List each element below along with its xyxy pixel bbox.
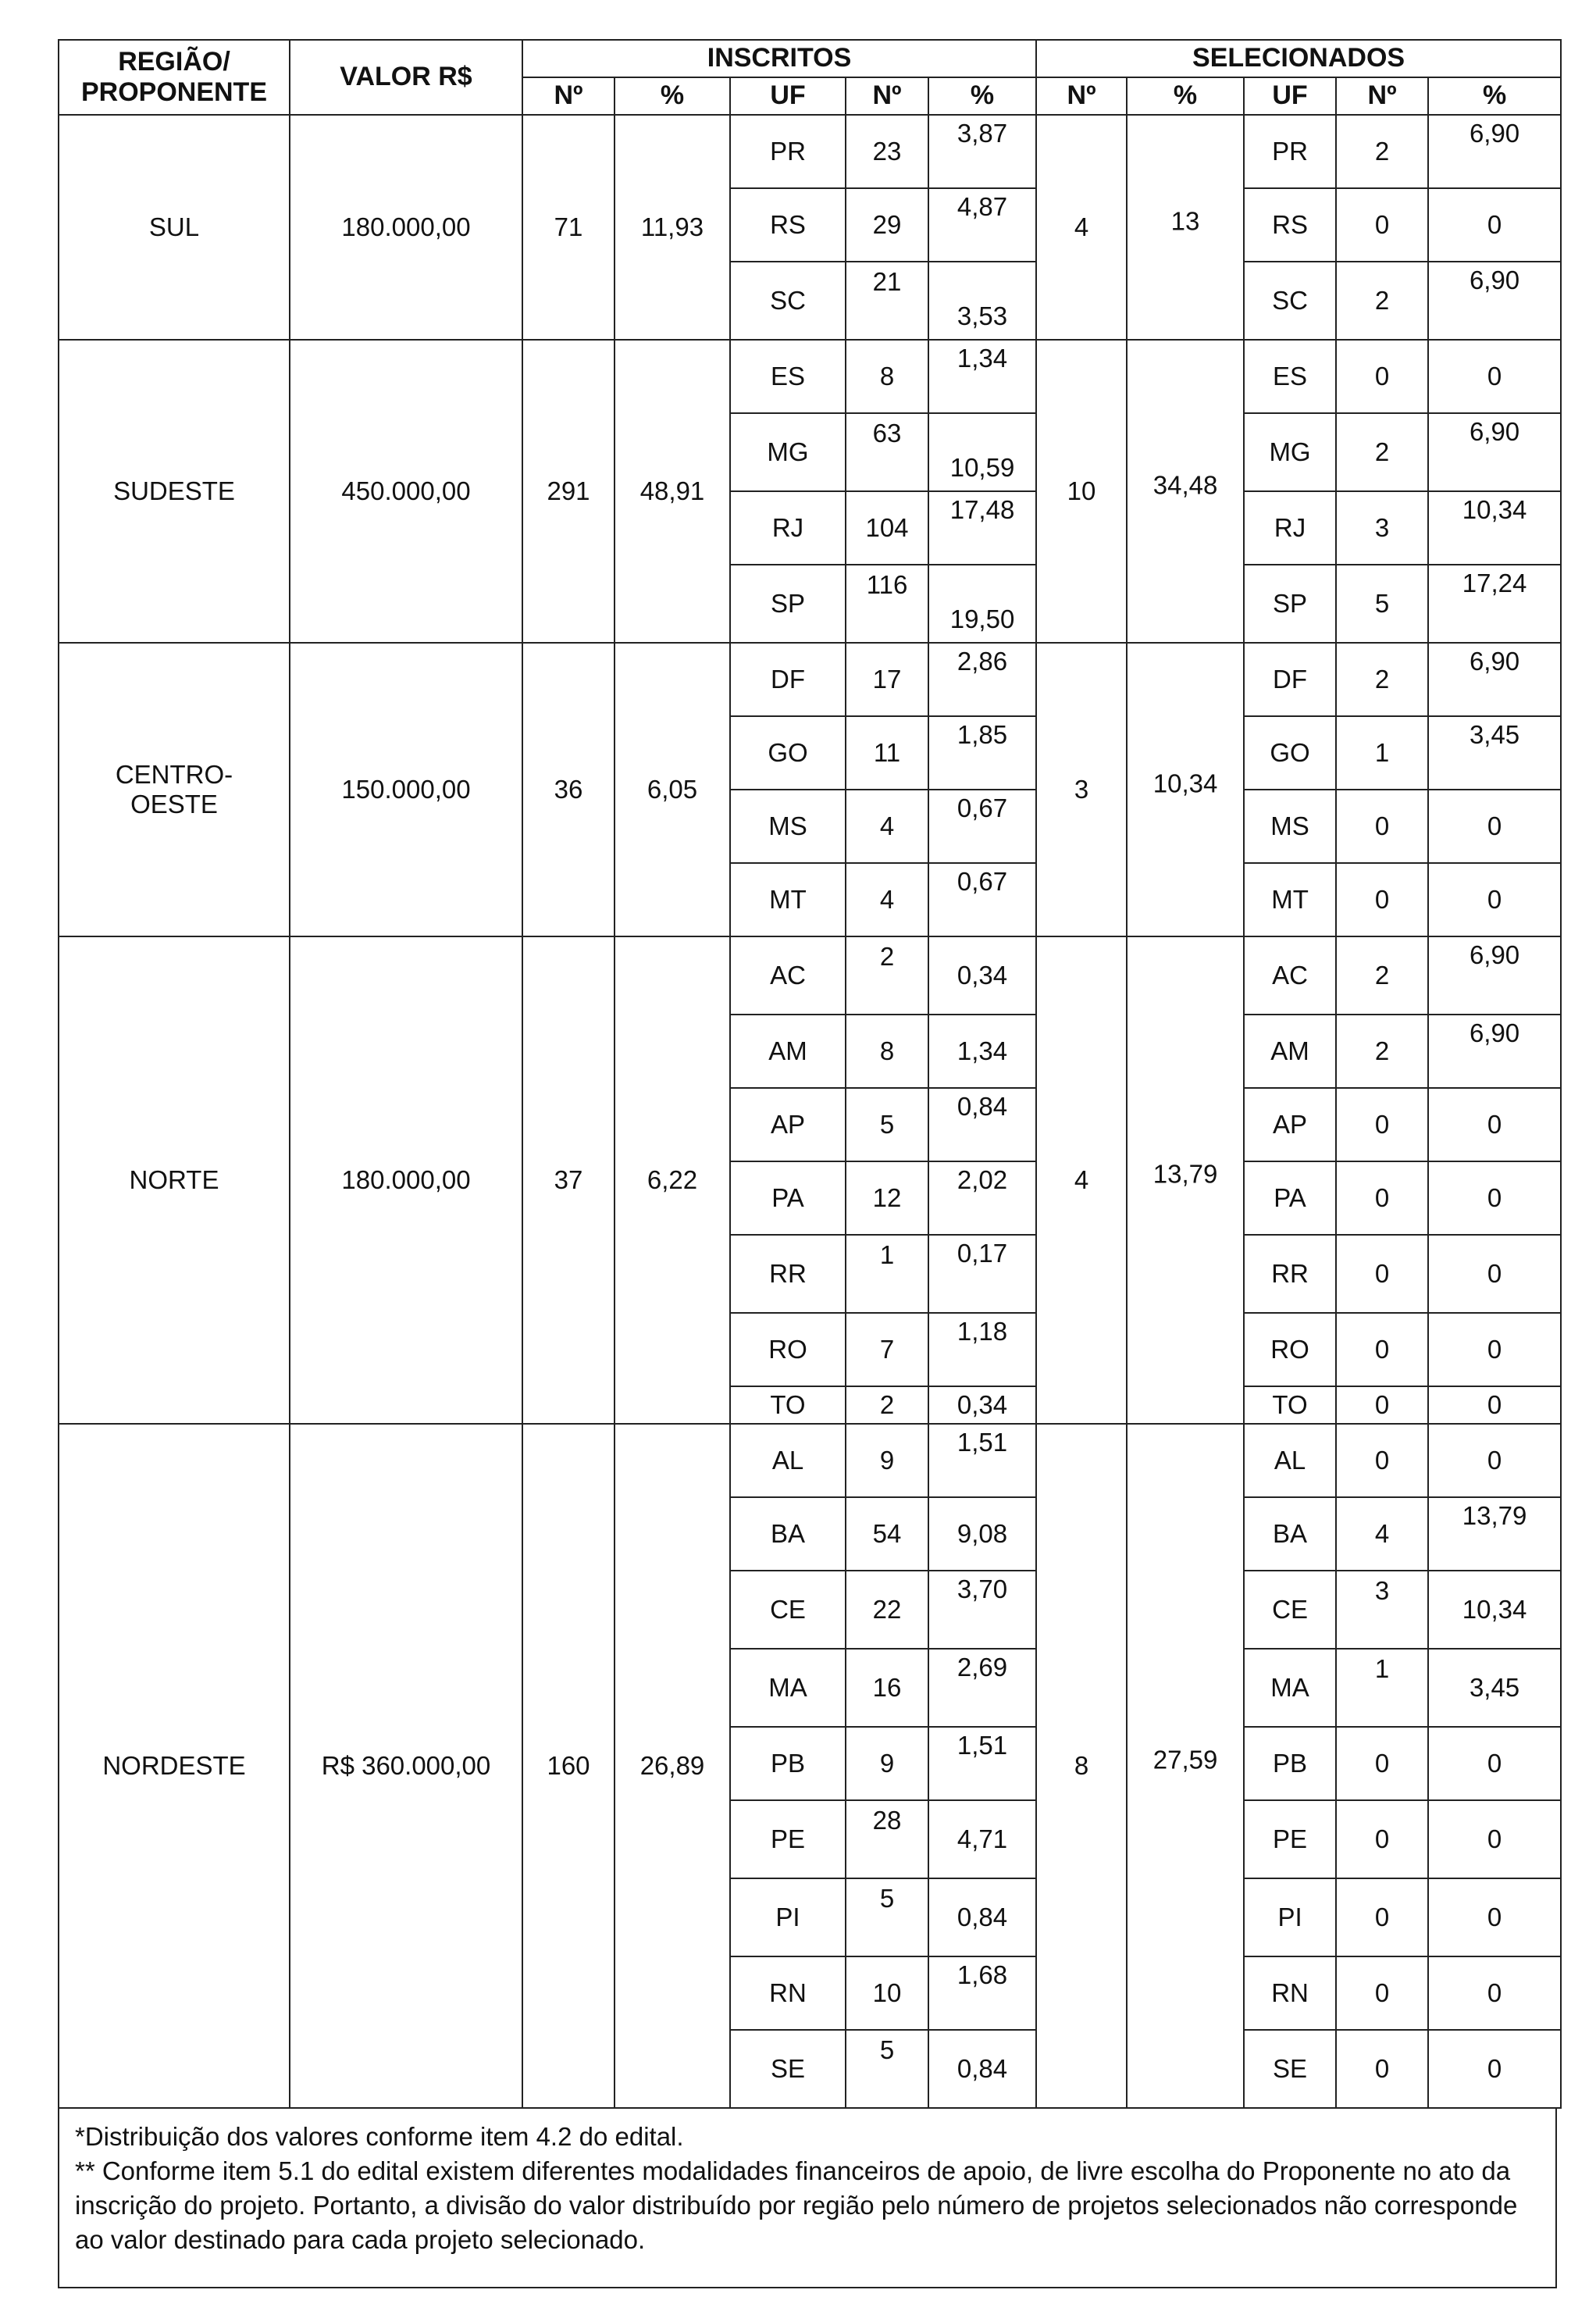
inscritos-uf-pct — [928, 1015, 1036, 1088]
footnote-1: *Distribuição dos valores conforme item 4.2 do edital. — [75, 2122, 684, 2151]
selecionados-uf-pct-value: 6,90 — [1469, 940, 1520, 969]
selecionados-uf-pct — [1428, 1878, 1561, 1956]
selecionados-uf: AL — [1244, 1424, 1336, 1497]
selecionados-uf-no: 0 — [1336, 1424, 1428, 1497]
selecionados-uf-pct-value: 0 — [1487, 1110, 1502, 1140]
selecionados-uf: TO — [1244, 1386, 1336, 1424]
footnotes — [58, 2109, 1557, 2288]
selecionados-uf-pct — [1428, 1424, 1561, 1497]
inscritos-uf-no: 1 — [846, 1235, 928, 1313]
header-regiao: REGIÃO/ PROPONENTE — [59, 40, 290, 115]
inscritos-uf: RS — [730, 188, 846, 262]
selecionados-uf-pct-value: 0 — [1487, 2054, 1502, 2084]
selecionados-uf-pct-value: 10,34 — [1462, 495, 1527, 524]
selecionados-uf-no: 5 — [1336, 565, 1428, 643]
header-ins-no: Nº — [522, 77, 615, 115]
selecionados-uf-no: 0 — [1336, 1800, 1428, 1878]
selecionados-uf-no: 0 — [1336, 188, 1428, 262]
document — [58, 39, 1560, 2288]
selecionados-uf: GO — [1244, 716, 1336, 790]
selecionados-uf-no: 4 — [1336, 1497, 1428, 1571]
selecionados-uf-pct-value: 0 — [1487, 362, 1502, 391]
region-selecionados-pct — [1127, 936, 1244, 1424]
inscritos-uf-pct — [928, 1800, 1036, 1878]
selecionados-uf: BA — [1244, 1497, 1336, 1571]
inscritos-uf-no: 116 — [846, 565, 928, 643]
inscritos-uf-no: 10 — [846, 1956, 928, 2030]
inscritos-uf: PA — [730, 1161, 846, 1235]
inscritos-uf-pct-value: 3,53 — [957, 301, 1008, 331]
selecionados-uf-pct — [1428, 1956, 1561, 2030]
inscritos-uf-pct-value: 0,84 — [957, 2054, 1008, 2084]
selecionados-uf-no: 2 — [1336, 936, 1428, 1015]
selecionados-uf-no: 0 — [1336, 1161, 1428, 1235]
table-row — [59, 936, 1561, 1015]
selecionados-uf-pct-value: 13,79 — [1462, 1501, 1527, 1530]
region-selecionados-pct-value: 34,48 — [1152, 470, 1218, 500]
selecionados-uf-pct — [1428, 1497, 1561, 1571]
inscritos-uf-pct-value: 1,34 — [957, 1036, 1008, 1066]
inscritos-uf-pct-value: 0,34 — [957, 1390, 1008, 1420]
selecionados-uf-no: 2 — [1336, 1015, 1428, 1088]
selecionados-uf-no: 0 — [1336, 2030, 1428, 2108]
selecionados-uf-pct-value: 0 — [1487, 1259, 1502, 1289]
selecionados-uf: SC — [1244, 262, 1336, 340]
inscritos-uf-pct-value: 0,84 — [957, 1903, 1008, 1932]
inscritos-uf-pct — [928, 262, 1036, 340]
inscritos-uf-pct — [928, 1424, 1036, 1497]
inscritos-uf-pct-value: 9,08 — [957, 1519, 1008, 1549]
selecionados-uf-no: 1 — [1336, 1649, 1428, 1727]
inscritos-uf-pct — [928, 716, 1036, 790]
selecionados-uf-pct-value: 6,90 — [1469, 266, 1520, 294]
selecionados-uf-no: 2 — [1336, 115, 1428, 188]
inscritos-uf-no: 16 — [846, 1649, 928, 1727]
region-selecionados-no: 4 — [1036, 115, 1127, 340]
inscritos-uf: RR — [730, 1235, 846, 1313]
selecionados-uf-pct-value: 0 — [1487, 811, 1502, 841]
inscritos-uf-no: 23 — [846, 115, 928, 188]
selecionados-uf: MT — [1244, 863, 1336, 936]
region-selecionados-no: 4 — [1036, 936, 1127, 1424]
selecionados-uf: MS — [1244, 790, 1336, 863]
selecionados-uf-pct-value: 0 — [1487, 1183, 1502, 1213]
selecionados-uf: DF — [1244, 643, 1336, 716]
inscritos-uf-no: 2 — [846, 936, 928, 1015]
header-ins-uf-no: Nº — [846, 77, 928, 115]
inscritos-uf: RN — [730, 1956, 846, 2030]
inscritos-uf-pct-value: 1,85 — [957, 720, 1008, 749]
region-valor: 150.000,00 — [290, 643, 522, 936]
inscritos-uf-pct — [928, 1313, 1036, 1386]
inscritos-uf-pct-value: 10,59 — [949, 453, 1015, 483]
selecionados-uf: PB — [1244, 1727, 1336, 1800]
inscritos-uf-no: 5 — [846, 1878, 928, 1956]
inscritos-uf-pct-value: 0,67 — [957, 794, 1008, 822]
inscritos-uf: CE — [730, 1571, 846, 1649]
selecionados-uf-pct-value: 3,45 — [1469, 720, 1520, 749]
region-name: NORDESTE — [59, 1424, 290, 2108]
selecionados-uf-pct — [1428, 2030, 1561, 2108]
header-ins-uf-pct: % — [928, 77, 1036, 115]
selecionados-uf: SE — [1244, 2030, 1336, 2108]
inscritos-uf: AC — [730, 936, 846, 1015]
inscritos-uf-no: 63 — [846, 413, 928, 491]
selecionados-uf-pct — [1428, 491, 1561, 565]
selecionados-uf-no: 0 — [1336, 790, 1428, 863]
selecionados-uf-pct — [1428, 1649, 1561, 1727]
header-valor: VALOR R$ — [290, 40, 522, 115]
selecionados-uf: MA — [1244, 1649, 1336, 1727]
region-inscritos-no: 37 — [522, 936, 615, 1424]
selecionados-uf-pct-value: 0 — [1487, 1335, 1502, 1364]
selecionados-uf-pct-value: 6,90 — [1469, 417, 1520, 446]
inscritos-uf-pct-value: 0,84 — [957, 1092, 1008, 1121]
inscritos-uf-pct-value: 3,70 — [957, 1575, 1008, 1603]
selecionados-uf-no: 0 — [1336, 1956, 1428, 2030]
inscritos-uf: MT — [730, 863, 846, 936]
inscritos-uf: PI — [730, 1878, 846, 1956]
inscritos-uf-pct — [928, 936, 1036, 1015]
selecionados-uf-no: 0 — [1336, 1727, 1428, 1800]
inscritos-uf: PR — [730, 115, 846, 188]
inscritos-uf-pct — [928, 1497, 1036, 1571]
inscritos-uf-pct-value: 1,51 — [957, 1731, 1008, 1760]
selecionados-uf-no: 0 — [1336, 340, 1428, 413]
selecionados-uf-pct — [1428, 1088, 1561, 1161]
table-row — [59, 1424, 1561, 1497]
region-inscritos-no: 71 — [522, 115, 615, 340]
selecionados-uf-pct — [1428, 1727, 1561, 1800]
selecionados-uf-pct-value: 3,45 — [1469, 1673, 1520, 1703]
inscritos-uf-pct — [928, 115, 1036, 188]
selecionados-uf-pct — [1428, 1313, 1561, 1386]
inscritos-uf: SE — [730, 2030, 846, 2108]
selecionados-uf-pct — [1428, 863, 1561, 936]
inscritos-uf-pct — [928, 491, 1036, 565]
selecionados-uf-pct-value: 6,90 — [1469, 119, 1520, 148]
table-body — [59, 115, 1561, 2108]
inscritos-uf-pct — [928, 2030, 1036, 2108]
inscritos-uf-no: 2 — [846, 1386, 928, 1424]
region-selecionados-pct-value: 27,59 — [1152, 1745, 1218, 1774]
inscritos-uf: SP — [730, 565, 846, 643]
inscritos-uf-no: 12 — [846, 1161, 928, 1235]
inscritos-uf-no: 21 — [846, 262, 928, 340]
inscritos-uf-pct — [928, 413, 1036, 491]
selecionados-uf-no: 0 — [1336, 1313, 1428, 1386]
region-valor: 180.000,00 — [290, 936, 522, 1424]
header-selecionados: SELECIONADOS — [1036, 40, 1561, 77]
selecionados-uf-pct — [1428, 643, 1561, 716]
inscritos-uf: BA — [730, 1497, 846, 1571]
header-sel-pct: % — [1127, 77, 1244, 115]
inscritos-uf-pct-value: 1,68 — [957, 1960, 1008, 1989]
inscritos-uf-pct — [928, 1386, 1036, 1424]
inscritos-uf: PE — [730, 1800, 846, 1878]
inscritos-uf-no: 9 — [846, 1424, 928, 1497]
selecionados-uf-no: 0 — [1336, 1878, 1428, 1956]
inscritos-uf-pct — [928, 790, 1036, 863]
inscritos-uf-no: 7 — [846, 1313, 928, 1386]
selecionados-uf-pct-value: 17,24 — [1462, 569, 1527, 597]
header-sel-no: Nº — [1036, 77, 1127, 115]
inscritos-uf-no: 9 — [846, 1727, 928, 1800]
selecionados-uf: PI — [1244, 1878, 1336, 1956]
selecionados-uf: AM — [1244, 1015, 1336, 1088]
selecionados-uf: RN — [1244, 1956, 1336, 2030]
region-name: CENTRO- OESTE — [59, 643, 290, 936]
region-valor: 450.000,00 — [290, 340, 522, 643]
region-inscritos-pct: 6,22 — [615, 936, 730, 1424]
region-selecionados-pct-value: 13,79 — [1152, 1159, 1218, 1189]
selecionados-uf-no: 0 — [1336, 863, 1428, 936]
selecionados-uf-no: 2 — [1336, 643, 1428, 716]
header-ins-pct: % — [615, 77, 730, 115]
selecionados-uf-no: 2 — [1336, 262, 1428, 340]
selecionados-uf-no: 3 — [1336, 1571, 1428, 1649]
header-sel-uf: UF — [1244, 77, 1336, 115]
inscritos-uf-pct-value: 1,34 — [957, 344, 1008, 373]
region-selecionados-no: 3 — [1036, 643, 1127, 936]
results-table — [58, 39, 1562, 2109]
selecionados-uf-pct — [1428, 188, 1561, 262]
inscritos-uf-pct — [928, 1878, 1036, 1956]
selecionados-uf-pct — [1428, 1015, 1561, 1088]
region-inscritos-pct: 11,93 — [615, 115, 730, 340]
inscritos-uf-pct-value: 0,17 — [957, 1239, 1008, 1268]
region-inscritos-pct: 48,91 — [615, 340, 730, 643]
selecionados-uf-pct-value: 0 — [1487, 1390, 1502, 1420]
region-selecionados-pct — [1127, 1424, 1244, 2108]
inscritos-uf-pct — [928, 1088, 1036, 1161]
inscritos-uf: AP — [730, 1088, 846, 1161]
selecionados-uf-pct-value: 0 — [1487, 1446, 1502, 1475]
inscritos-uf: MA — [730, 1649, 846, 1727]
selecionados-uf: RS — [1244, 188, 1336, 262]
table-row — [59, 340, 1561, 413]
inscritos-uf-pct — [928, 188, 1036, 262]
inscritos-uf: MG — [730, 413, 846, 491]
region-selecionados-pct-value: 10,34 — [1152, 769, 1218, 798]
inscritos-uf-pct — [928, 565, 1036, 643]
selecionados-uf-pct — [1428, 1571, 1561, 1649]
region-selecionados-pct — [1127, 115, 1244, 340]
inscritos-uf: AL — [730, 1424, 846, 1497]
selecionados-uf: ES — [1244, 340, 1336, 413]
inscritos-uf-no: 104 — [846, 491, 928, 565]
selecionados-uf: PR — [1244, 115, 1336, 188]
selecionados-uf-no: 1 — [1336, 716, 1428, 790]
selecionados-uf-pct-value: 10,34 — [1462, 1595, 1527, 1625]
inscritos-uf-pct — [928, 1235, 1036, 1313]
inscritos-uf-pct-value: 19,50 — [949, 605, 1015, 634]
inscritos-uf-pct — [928, 1956, 1036, 2030]
inscritos-uf-pct-value: 4,71 — [957, 1824, 1008, 1854]
region-selecionados-no: 8 — [1036, 1424, 1127, 2108]
selecionados-uf-pct — [1428, 936, 1561, 1015]
selecionados-uf-pct — [1428, 790, 1561, 863]
inscritos-uf: PB — [730, 1727, 846, 1800]
region-valor: R$ 360.000,00 — [290, 1424, 522, 2108]
region-valor: 180.000,00 — [290, 115, 522, 340]
inscritos-uf-pct-value: 17,48 — [949, 495, 1015, 524]
header-inscritos: INSCRITOS — [522, 40, 1036, 77]
selecionados-uf: RR — [1244, 1235, 1336, 1313]
selecionados-uf: MG — [1244, 413, 1336, 491]
selecionados-uf-pct — [1428, 115, 1561, 188]
inscritos-uf: TO — [730, 1386, 846, 1424]
inscritos-uf-pct — [928, 1161, 1036, 1235]
region-name: SUDESTE — [59, 340, 290, 643]
inscritos-uf-pct-value: 3,87 — [957, 119, 1008, 148]
region-selecionados-pct — [1127, 340, 1244, 643]
region-name: NORTE — [59, 936, 290, 1424]
inscritos-uf-pct — [928, 340, 1036, 413]
selecionados-uf-pct-value: 6,90 — [1469, 1018, 1520, 1047]
selecionados-uf-pct-value: 6,90 — [1469, 647, 1520, 676]
selecionados-uf-pct-value: 0 — [1487, 210, 1502, 240]
selecionados-uf-pct — [1428, 716, 1561, 790]
region-inscritos-no: 36 — [522, 643, 615, 936]
selecionados-uf-no: 0 — [1336, 1235, 1428, 1313]
inscritos-uf-pct-value: 2,02 — [957, 1165, 1008, 1194]
selecionados-uf-pct — [1428, 565, 1561, 643]
selecionados-uf: RJ — [1244, 491, 1336, 565]
header-sel-uf-pct: % — [1428, 77, 1561, 115]
selecionados-uf-pct — [1428, 1800, 1561, 1878]
inscritos-uf-pct-value: 1,18 — [957, 1317, 1008, 1346]
inscritos-uf: ES — [730, 340, 846, 413]
header-ins-uf: UF — [730, 77, 846, 115]
inscritos-uf-pct — [928, 1649, 1036, 1727]
inscritos-uf-no: 54 — [846, 1497, 928, 1571]
inscritos-uf-no: 4 — [846, 790, 928, 863]
inscritos-uf-no: 4 — [846, 863, 928, 936]
inscritos-uf-pct-value: 0,67 — [957, 867, 1008, 896]
selecionados-uf-pct — [1428, 1386, 1561, 1424]
selecionados-uf: CE — [1244, 1571, 1336, 1649]
inscritos-uf-pct — [928, 863, 1036, 936]
selecionados-uf-pct — [1428, 340, 1561, 413]
inscritos-uf-no: 5 — [846, 2030, 928, 2108]
region-inscritos-pct: 6,05 — [615, 643, 730, 936]
selecionados-uf-pct — [1428, 262, 1561, 340]
table-row — [59, 115, 1561, 188]
inscritos-uf-no: 11 — [846, 716, 928, 790]
inscritos-uf: DF — [730, 643, 846, 716]
selecionados-uf: PE — [1244, 1800, 1336, 1878]
selecionados-uf-pct — [1428, 1235, 1561, 1313]
inscritos-uf-pct — [928, 1727, 1036, 1800]
region-inscritos-no: 160 — [522, 1424, 615, 2108]
inscritos-uf-pct — [928, 1571, 1036, 1649]
inscritos-uf: RJ — [730, 491, 846, 565]
selecionados-uf-pct-value: 0 — [1487, 1749, 1502, 1778]
inscritos-uf-no: 22 — [846, 1571, 928, 1649]
inscritos-uf-no: 17 — [846, 643, 928, 716]
region-selecionados-no: 10 — [1036, 340, 1127, 643]
region-selecionados-pct — [1127, 643, 1244, 936]
selecionados-uf-pct — [1428, 413, 1561, 491]
inscritos-uf-no: 8 — [846, 340, 928, 413]
selecionados-uf-no: 3 — [1336, 491, 1428, 565]
selecionados-uf-pct-value: 0 — [1487, 885, 1502, 915]
selecionados-uf: RO — [1244, 1313, 1336, 1386]
region-selecionados-pct-value: 13 — [1170, 206, 1200, 236]
inscritos-uf-pct — [928, 643, 1036, 716]
region-inscritos-pct: 26,89 — [615, 1424, 730, 2108]
inscritos-uf-pct-value: 1,51 — [957, 1428, 1008, 1457]
inscritos-uf: MS — [730, 790, 846, 863]
inscritos-uf-no: 28 — [846, 1800, 928, 1878]
selecionados-uf: AP — [1244, 1088, 1336, 1161]
footnote-2: ** Conforme item 5.1 do edital existem diferentes modalidades financeiros de apoio, de livre escolha do Proponente no ato da inscrição do projeto. Portanto, a divisão do valor distribuído por região pelo número de projetos selecionados não corresponde ao valor destinado para cada projeto selecionado. — [75, 2156, 1518, 2254]
inscritos-uf: SC — [730, 262, 846, 340]
selecionados-uf: PA — [1244, 1161, 1336, 1235]
selecionados-uf-no: 0 — [1336, 1088, 1428, 1161]
inscritos-uf-no: 5 — [846, 1088, 928, 1161]
table-row — [59, 643, 1561, 716]
inscritos-uf: RO — [730, 1313, 846, 1386]
inscritos-uf: GO — [730, 716, 846, 790]
inscritos-uf-pct-value: 4,87 — [957, 192, 1008, 221]
selecionados-uf-pct-value: 0 — [1487, 1824, 1502, 1854]
region-name: SUL — [59, 115, 290, 340]
inscritos-uf-pct-value: 2,69 — [957, 1653, 1008, 1682]
selecionados-uf-pct-value: 0 — [1487, 1978, 1502, 2008]
inscritos-uf-pct-value: 2,86 — [957, 647, 1008, 676]
selecionados-uf: AC — [1244, 936, 1336, 1015]
header-sel-uf-no: Nº — [1336, 77, 1428, 115]
selecionados-uf: SP — [1244, 565, 1336, 643]
selecionados-uf-no: 2 — [1336, 413, 1428, 491]
inscritos-uf: AM — [730, 1015, 846, 1088]
selecionados-uf-pct-value: 0 — [1487, 1903, 1502, 1932]
inscritos-uf-no: 29 — [846, 188, 928, 262]
inscritos-uf-pct-value: 0,34 — [957, 961, 1008, 990]
region-inscritos-no: 291 — [522, 340, 615, 643]
selecionados-uf-no: 0 — [1336, 1386, 1428, 1424]
inscritos-uf-no: 8 — [846, 1015, 928, 1088]
selecionados-uf-pct — [1428, 1161, 1561, 1235]
